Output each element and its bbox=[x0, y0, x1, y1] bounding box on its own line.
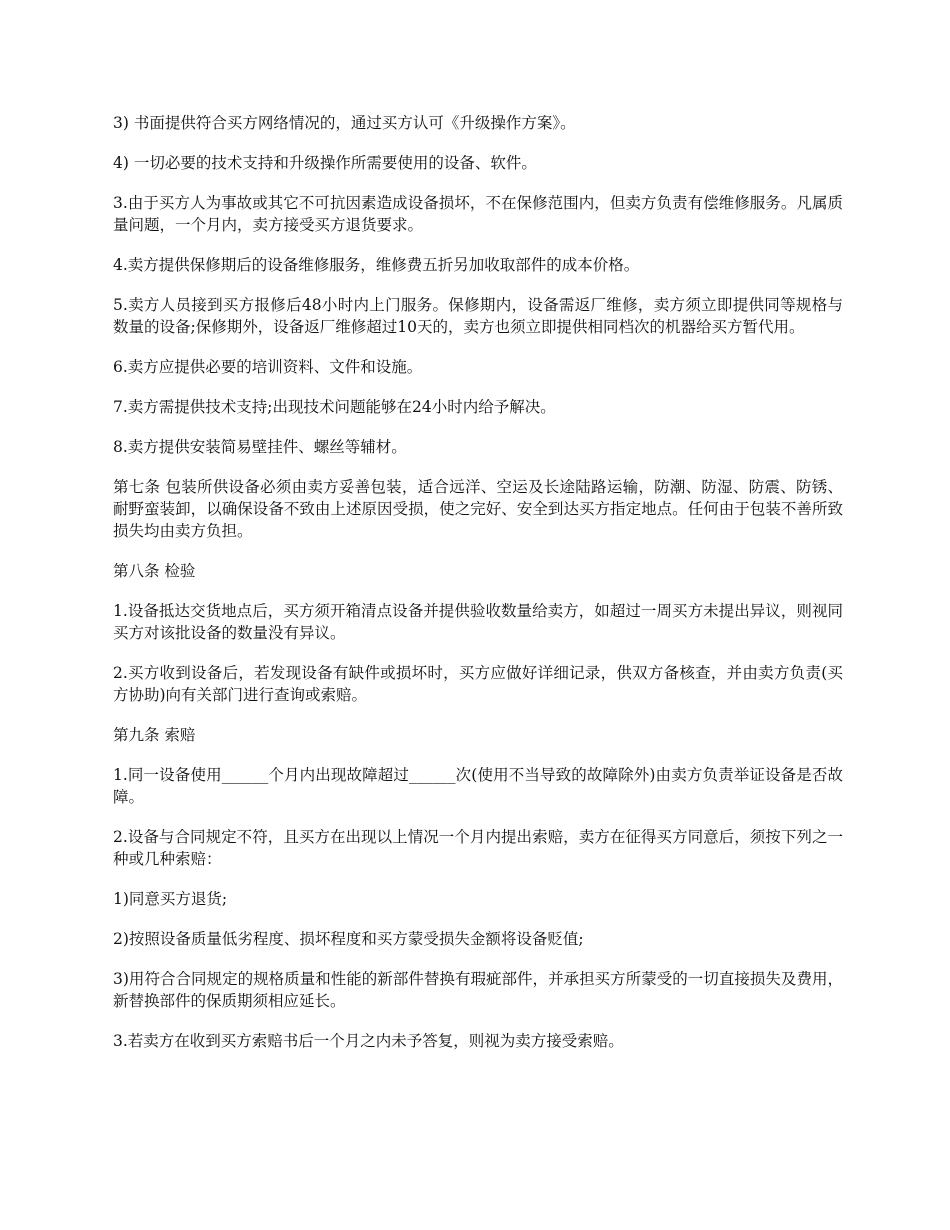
paragraph-upgrade-plan: 3) 书面提供符合买方网络情况的，通过买方认可《升级操作方案》。 bbox=[113, 114, 576, 132]
paragraph-inspection-quantity: 1.设备抵达交货地点后，买方须开箱清点设备并提供验收数量给卖方，如超过一周买方未提出异议，则视同买方对该批设备的数量没有异议。 bbox=[113, 602, 843, 642]
paragraph-claim-no-reply: 3.若卖方在收到买方索赔书后一个月之内未予答复，则视为卖方接受索赔。 bbox=[113, 1032, 624, 1050]
paragraph-training: 6.卖方应提供必要的培训资料、文件和设施。 bbox=[113, 358, 423, 376]
paragraph-post-warranty-repair: 4.卖方提供保修期后的设备维修服务，维修费五折另加收取部件的成本价格。 bbox=[113, 256, 640, 274]
paragraph-damage-warranty: 3.由于买方人为事故或其它不可抗因素造成设备损坏，不在保修范围内，但卖方负责有偿维修服务。凡属质量问题，一个月内，卖方接受买方退货要求。 bbox=[113, 194, 843, 234]
document-page bbox=[113, 112, 843, 1070]
paragraph-claim-fault: 1.同一设备使用______个月内出现故障超过______次(使用不当导致的故障除外)由卖方负责举证设备是否故障。 bbox=[113, 766, 843, 806]
paragraph-tech-support-equipment: 4) 一切必要的技术支持和升级操作所需要使用的设备、软件。 bbox=[113, 154, 537, 172]
paragraph-claim-return: 1)同意买方退货; bbox=[113, 890, 228, 908]
paragraph-installation-materials: 8.卖方提供安装简易壁挂件、螺丝等辅材。 bbox=[113, 438, 407, 456]
paragraph-article-7-packaging: 第七条 包装所供设备必须由卖方妥善包装，适合远洋、空运及长途陆路运输，防潮、防湿、防震、防锈、耐野蛮装卸，以确保设备不致由上述原因受损，使之完好、安全到达买方指定地点。任何由于包装不善所致损失均由卖方负担。 bbox=[113, 478, 843, 540]
paragraph-claim-nonconformity: 2.设备与合同规定不符，且买方在出现以上情况一个月内提出索赔，卖方在征得买方同意后，须按下列之一种或几种索赔： bbox=[113, 828, 843, 868]
paragraph-inspection-damage: 2.买方收到设备后，若发现设备有缺件或损坏时，买方应做好详细记录，供双方备核查，并由卖方负责(买方协助)向有关部门进行查询或索赔。 bbox=[113, 664, 843, 704]
paragraph-tech-support: 7.卖方需提供技术支持;出现技术问题能够在24小时内给予解决。 bbox=[113, 398, 556, 416]
section-heading-article-9: 第九条 索赔 bbox=[113, 726, 196, 744]
paragraph-claim-replace: 3)用符合合同规定的规格质量和性能的新部件替换有瑕疵部件，并承担买方所蒙受的一切直接损失及费用，新替换部件的保质期须相应延长。 bbox=[113, 970, 843, 1010]
section-heading-article-8: 第八条 检验 bbox=[113, 562, 196, 580]
paragraph-onsite-service: 5.卖方人员接到买方报修后48小时内上门服务。保修期内，设备需返厂维修，卖方须立即提供同等规格与数量的设备;保修期外，设备返厂维修超过10天的，卖方也须立即提供相同档次的机器给买方暂代用。 bbox=[113, 296, 843, 336]
paragraph-claim-devalue: 2)按照设备质量低劣程度、损坏程度和买方蒙受损失金额将设备贬值; bbox=[113, 930, 584, 948]
